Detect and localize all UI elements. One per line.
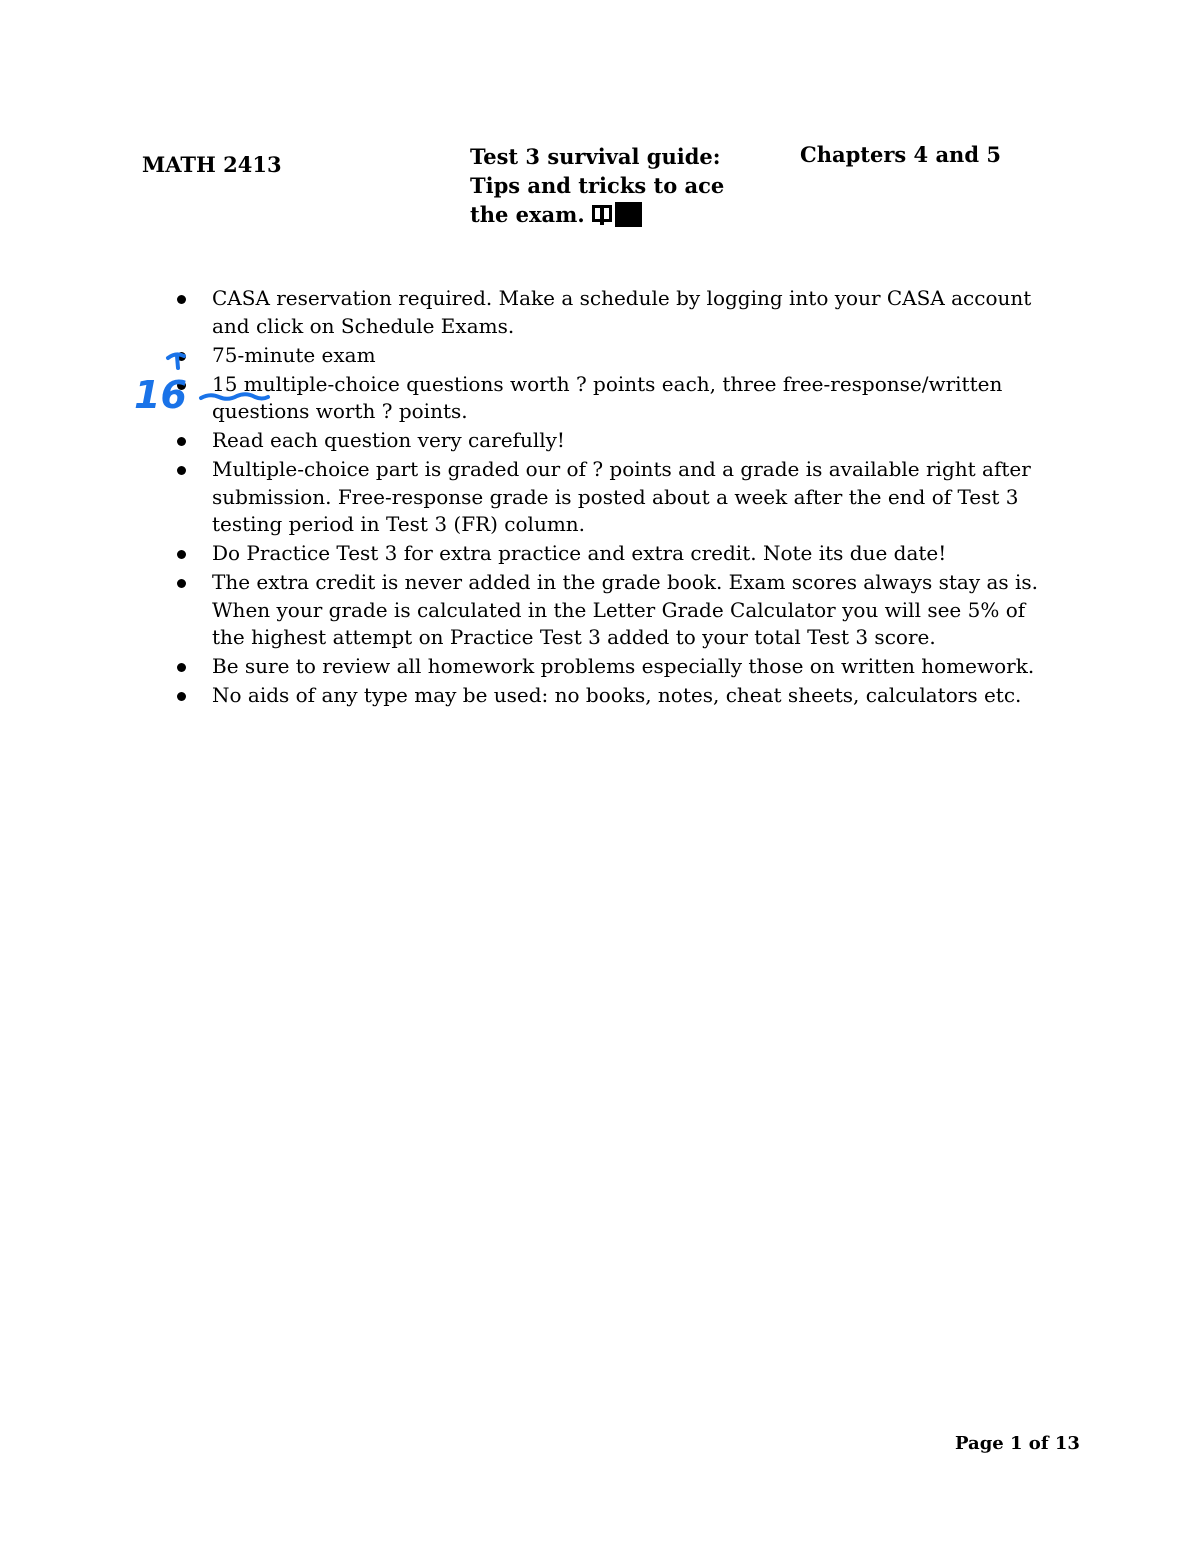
list-item [0,342,1062,370]
bullet-dot [177,550,186,559]
list-item-text: 75-minute exam [212,342,376,367]
title-line-3 [470,200,760,229]
bullet-dot [177,692,186,701]
bullet-dot [177,466,186,475]
list-item-text: 15 multiple-choice questions worth ? points each, three free-response/written questions worth ? points. [212,371,1003,423]
list-item-text: CASA reservation required. Make a schedule by logging into your CASA account and click on Schedule Exams. [212,286,1032,338]
list-item-text: No aids of any type may be used: no books, notes, cheat sheets, calculators etc. [212,683,1022,707]
title-line-2: Tips and tricks to ace [470,173,725,198]
list-item [0,653,1062,681]
list-item [0,682,1062,710]
page-number: Page 1 of 13 [955,1433,1080,1454]
list-item-text: The extra credit is never added in the grade book. Exam scores always stay as is. When your grade is calculated in the Letter Grade Calculator you will see 5% of the highest attempt on Practice Test 3 added to your total Test 3 score. [212,570,1039,649]
tips-list [0,285,1200,711]
black-square-glyph [615,202,642,227]
title-line-1: Test 3 survival guide: [470,144,721,169]
bullet-dot [177,579,186,588]
list-item [0,427,1062,455]
bullet-dot [177,352,186,361]
bullet-dot [177,663,186,672]
chapters-label: Chapters 4 and 5 [800,142,1001,167]
document-header [0,142,1200,242]
list-item [0,371,1062,426]
title-line-3-text: the exam. [470,202,585,227]
bullet-dot [177,295,186,304]
book-icon [591,203,613,225]
list-item-text: Read each question very carefully! [212,428,565,452]
annotation-number: 16 [134,373,187,417]
list-item-text: Be sure to review all homework problems especially those on written homework. [212,654,1035,678]
bullet-dot [177,381,186,390]
list-item [0,285,1062,340]
document-title [470,142,760,229]
bullet-dot [177,437,186,446]
list-item [0,569,1062,652]
course-code: MATH 2413 [142,152,282,177]
list-item [0,540,1062,568]
list-item-text: Do Practice Test 3 for extra practice and extra credit. Note its due date! [212,541,947,565]
list-item-text: Multiple-choice part is graded our of ? points and a grade is available right after submission. Free-response grade is posted about a week after the end of Test 3 testing period in Test 3 (FR) column. [212,457,1031,536]
list-item [0,456,1062,539]
